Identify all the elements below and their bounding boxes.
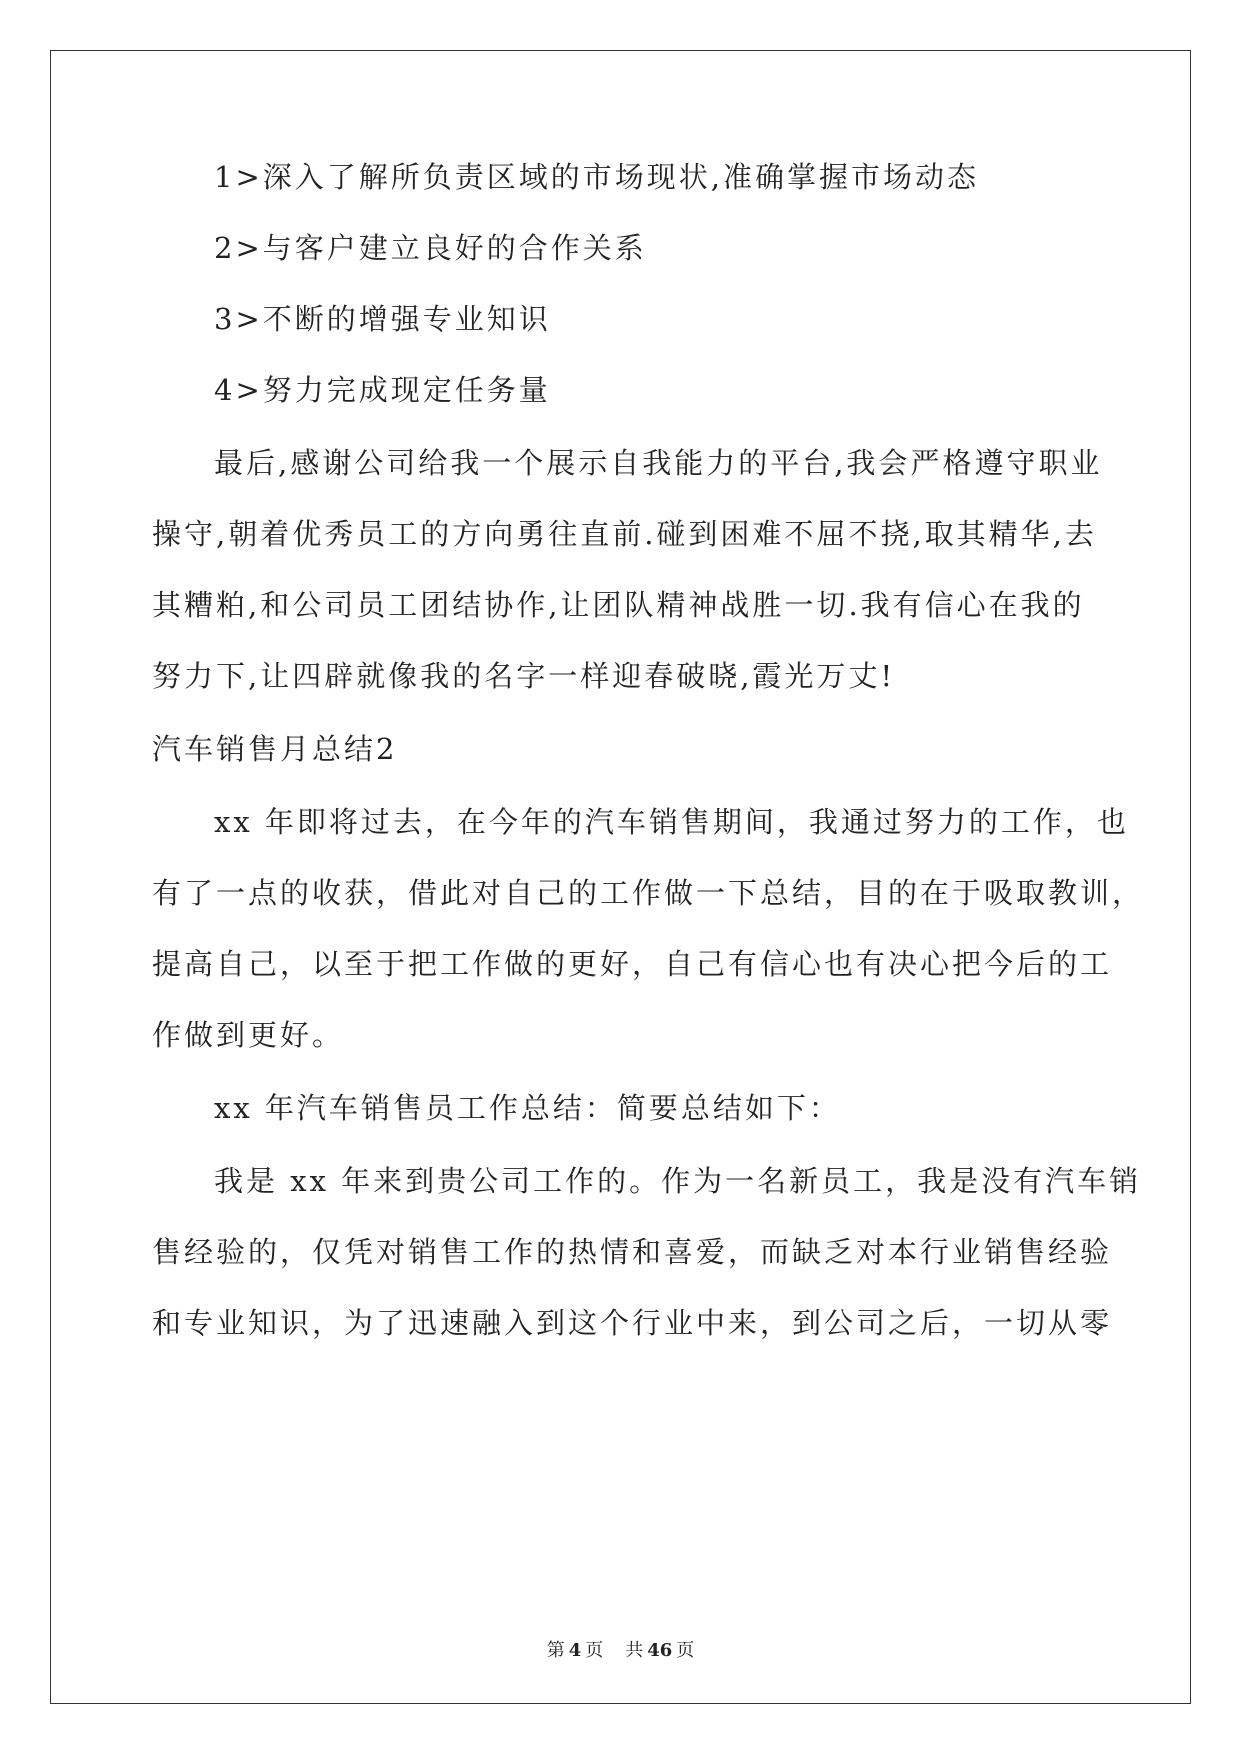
footer-total-prefix: 共	[625, 1640, 644, 1661]
paragraph-line: 其糟粕,和公司员工团结协作,让团队精神战胜一切.我有信心在我的	[152, 588, 1085, 622]
footer-page-word: 页	[585, 1640, 604, 1661]
paragraph-line: xx 年即将过去，在今年的汽车销售期间，我通过努力的工作，也	[214, 805, 1129, 839]
list-item-2: 2>与客户建立良好的合作关系	[214, 231, 647, 265]
list-item-3: 3>不断的增强专业知识	[214, 302, 551, 336]
footer-total-word: 页	[676, 1640, 695, 1661]
paragraph-line: xx 年汽车销售员工作总结：简要总结如下：	[214, 1091, 841, 1125]
paragraph-line: 和专业知识，为了迅速融入到这个行业中来，到公司之后，一切从零	[152, 1306, 1113, 1340]
total-pages-number: 46	[647, 1640, 673, 1661]
paragraph-line: 有了一点的收获，借此对自己的工作做一下总结，目的在于吸取教训，	[152, 876, 1145, 910]
section-heading: 汽车销售月总结2	[152, 732, 398, 766]
paragraph-line: 作做到更好。	[152, 1018, 345, 1052]
paragraph-line: 最后,感谢公司给我一个展示自我能力的平台,我会严格遵守职业	[214, 446, 1103, 480]
paragraph-line: 提高自己，以至于把工作做的更好，自己有信心也有决心把今后的工	[152, 947, 1113, 981]
paragraph-line: 操守,朝着优秀员工的方向勇往直前.碰到困难不屈不挠,取其精华,去	[152, 517, 1097, 551]
page-footer	[0, 1636, 1241, 1662]
list-item-1: 1>深入了解所负责区域的市场现状,准确掌握市场动态	[214, 160, 979, 194]
paragraph-line: 售经验的，仅凭对销售工作的热情和喜爱，而缺乏对本行业销售经验	[152, 1235, 1113, 1269]
footer-prefix: 第	[546, 1640, 565, 1661]
list-item-4: 4>努力完成现定任务量	[214, 373, 551, 407]
current-page-number: 4	[568, 1640, 582, 1661]
paragraph-line: 努力下,让四辟就像我的名字一样迎春破晓,霞光万丈!	[152, 659, 896, 693]
paragraph-line: 我是 xx 年来到贵公司工作的。作为一名新员工，我是没有汽车销	[214, 1164, 1142, 1198]
